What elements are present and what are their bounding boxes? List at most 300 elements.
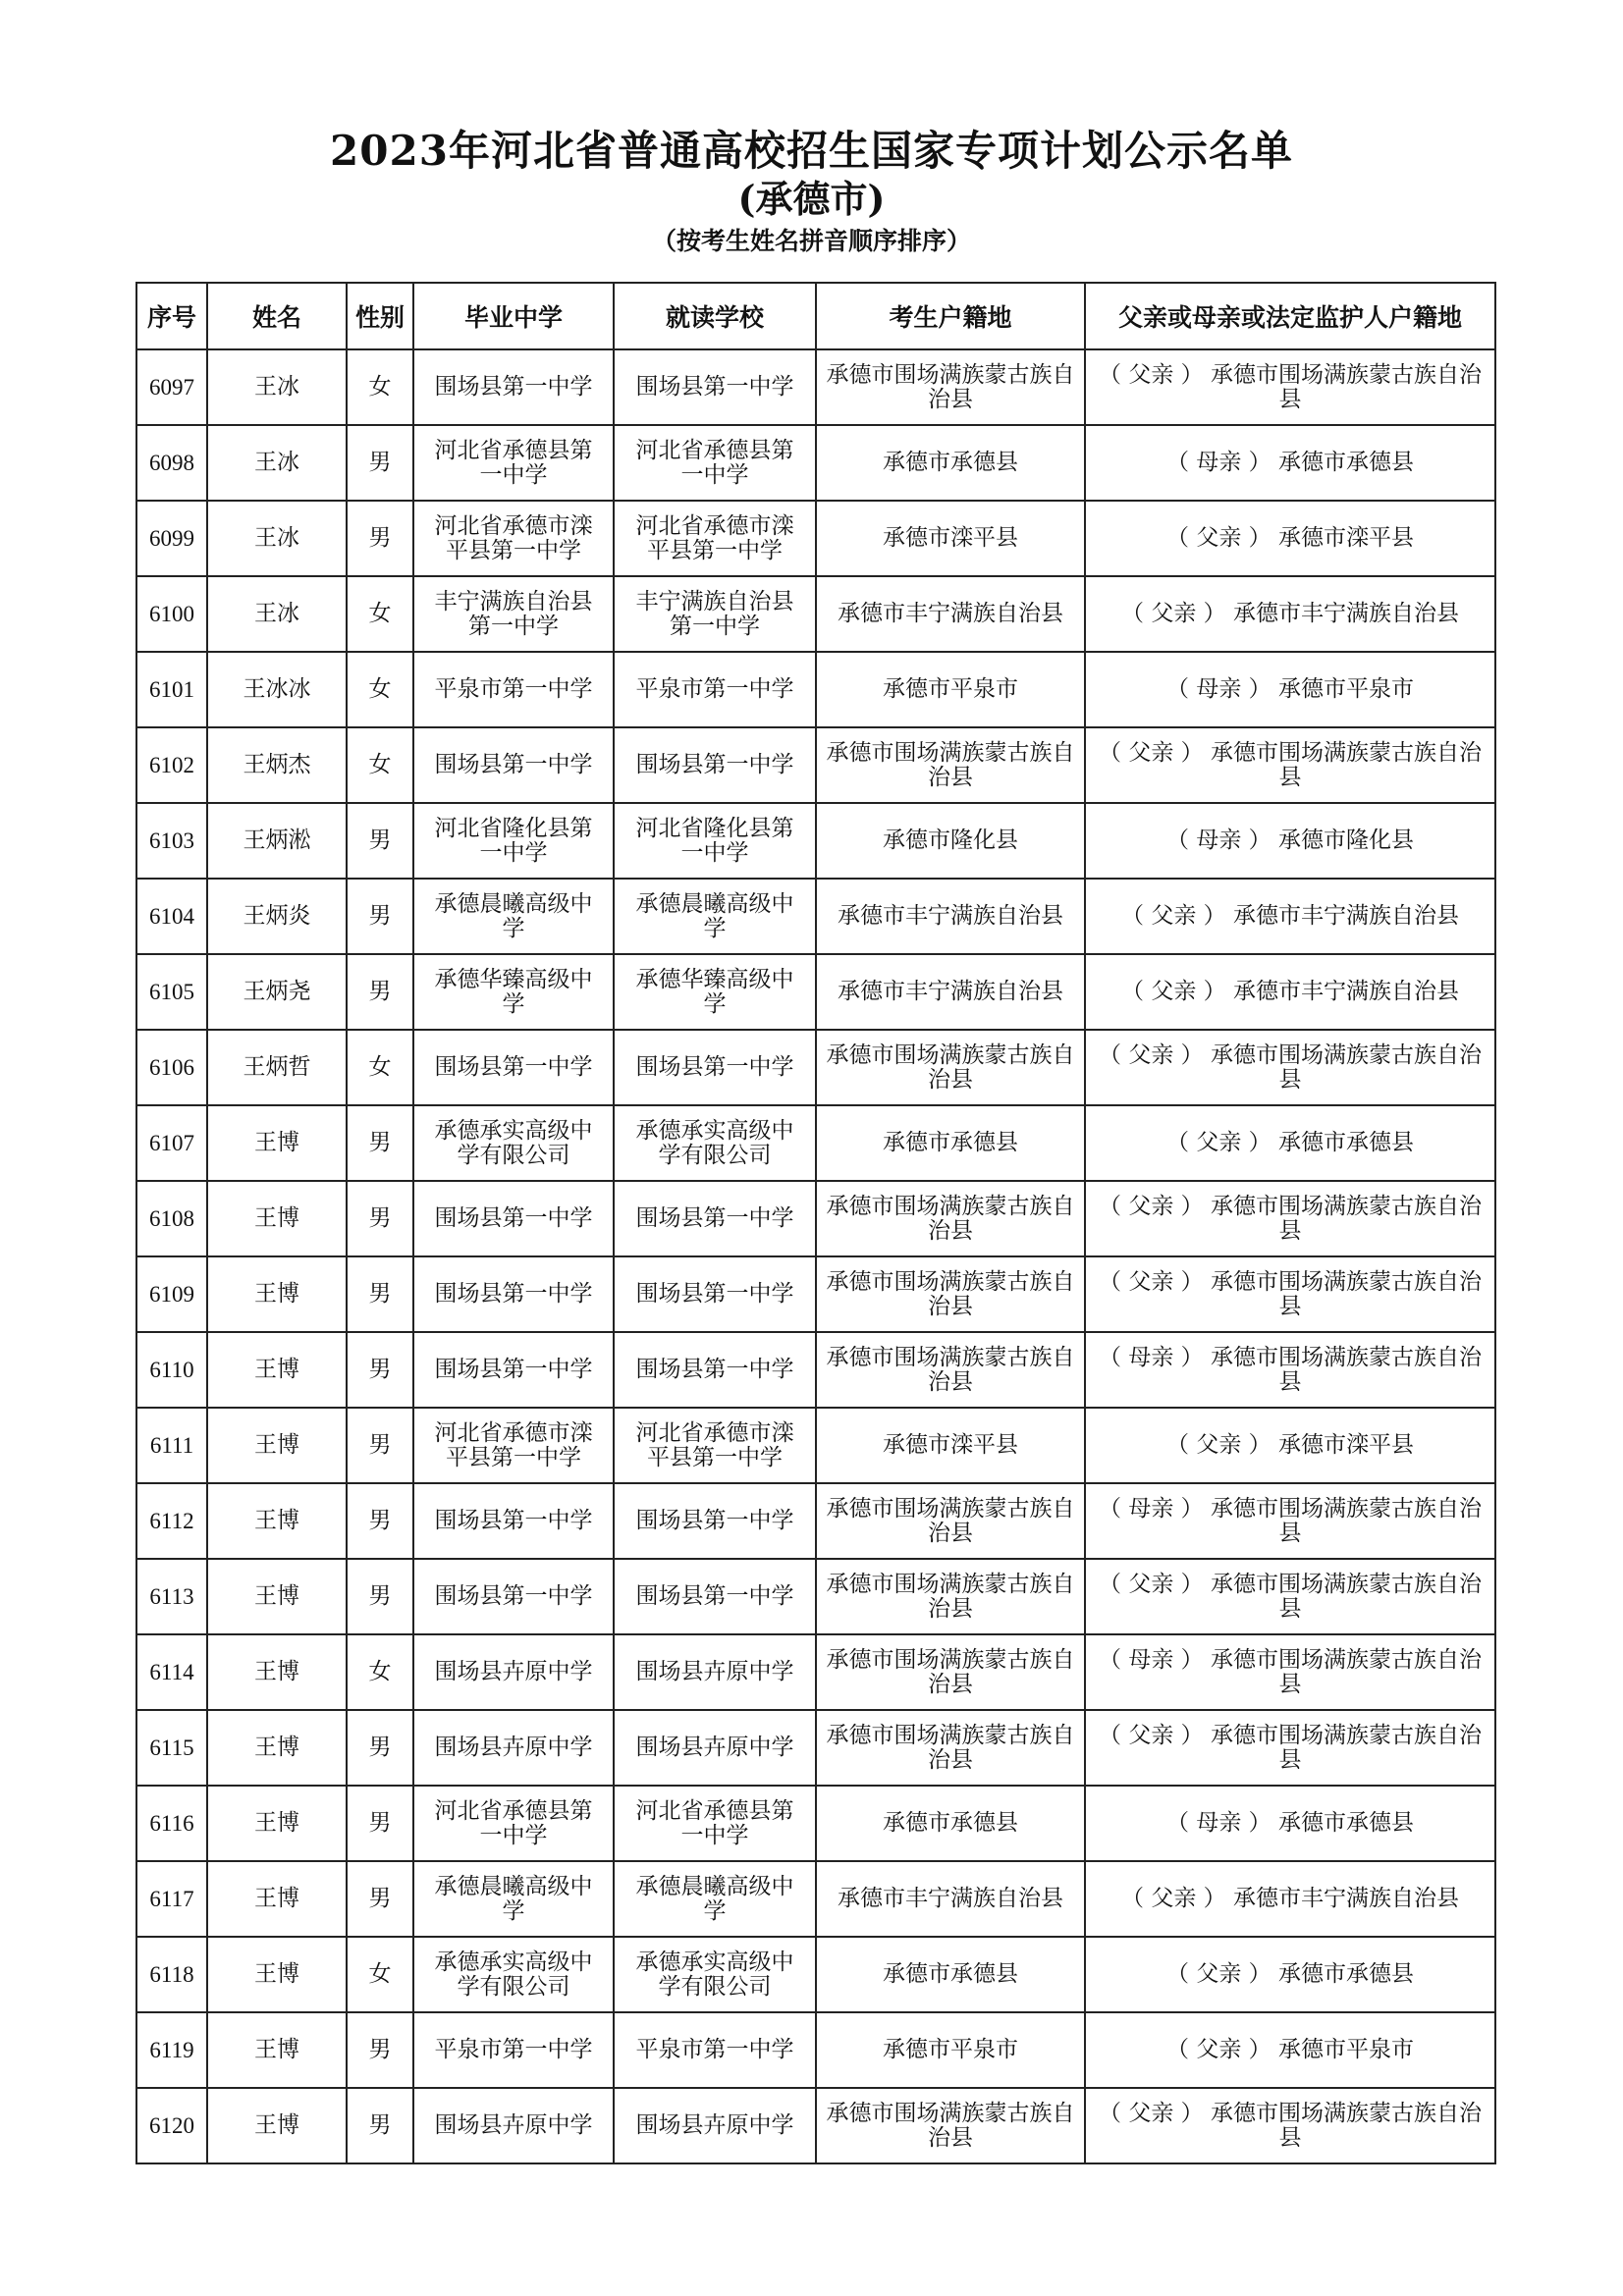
cell-graduation-school bbox=[413, 1483, 614, 1559]
cell-seq bbox=[136, 2012, 207, 2088]
cell-current-school-text: 平泉市第一中学 bbox=[635, 2037, 794, 2062]
cell-gender-text: 男 bbox=[368, 1810, 392, 1836]
table-row bbox=[136, 2012, 1495, 2088]
cell-name bbox=[207, 1332, 347, 1408]
cell-graduation-school-text: 围场县卉原中学 bbox=[434, 1659, 593, 1684]
cell-graduation-school bbox=[413, 1030, 614, 1105]
cell-guardian-residence bbox=[1085, 349, 1495, 425]
cell-graduation-school bbox=[413, 1937, 614, 2012]
cell-name-text: 王冰冰 bbox=[243, 676, 311, 702]
cell-gender bbox=[347, 954, 413, 1030]
cell-current-school bbox=[614, 1559, 816, 1634]
cell-gender-text: 男 bbox=[368, 1130, 392, 1155]
cell-name-text: 王博 bbox=[254, 1205, 299, 1231]
cell-graduation-school-text: 围场县第一中学 bbox=[434, 1281, 593, 1307]
cell-current-school bbox=[614, 1105, 816, 1181]
cell-gender bbox=[347, 1634, 413, 1710]
cell-graduation-school-text: 围场县第一中学 bbox=[434, 1205, 593, 1231]
cell-guardian-residence bbox=[1085, 2012, 1495, 2088]
cell-guardian-residence-text: （ 父亲 ） 承德市丰宁满族自治县 bbox=[1121, 903, 1459, 929]
cell-guardian-residence bbox=[1085, 727, 1495, 803]
cell-gender bbox=[347, 1408, 413, 1483]
cell-name-text: 王炳哲 bbox=[243, 1054, 311, 1080]
cell-student-residence bbox=[816, 1710, 1085, 1786]
cell-student-residence-text: 承德市承德县 bbox=[883, 1961, 1018, 1987]
cell-graduation-school-text: 围场县第一中学 bbox=[434, 374, 593, 400]
cell-graduation-school bbox=[413, 879, 614, 954]
cell-gender-text: 女 bbox=[368, 374, 392, 400]
cell-current-school bbox=[614, 1408, 816, 1483]
cell-gender bbox=[347, 1181, 413, 1256]
cell-guardian-residence-text: （ 父亲 ） 承德市围场满族蒙古族自治县 bbox=[1099, 1571, 1482, 1622]
cell-name bbox=[207, 1256, 347, 1332]
column-header-gender: 性别 bbox=[347, 283, 413, 349]
cell-seq-text: 6097 bbox=[149, 375, 194, 400]
cell-student-residence bbox=[816, 727, 1085, 803]
cell-name bbox=[207, 1559, 347, 1634]
cell-seq-text: 6099 bbox=[149, 526, 194, 551]
cell-graduation-school-text: 围场县卉原中学 bbox=[434, 2112, 593, 2138]
cell-seq bbox=[136, 1483, 207, 1559]
cell-gender bbox=[347, 1861, 413, 1937]
cell-current-school-text: 围场县第一中学 bbox=[635, 1054, 794, 1080]
cell-name bbox=[207, 501, 347, 576]
cell-seq-text: 6101 bbox=[149, 677, 194, 702]
cell-graduation-school bbox=[413, 2012, 614, 2088]
cell-graduation-school-text: 承德晨曦高级中学 bbox=[434, 1873, 593, 1924]
table-row bbox=[136, 727, 1495, 803]
cell-gender-text: 男 bbox=[368, 1508, 392, 1533]
cell-current-school bbox=[614, 1634, 816, 1710]
cell-student-residence-text: 承德市滦平县 bbox=[883, 525, 1018, 551]
cell-current-school bbox=[614, 727, 816, 803]
cell-name bbox=[207, 1030, 347, 1105]
cell-guardian-residence-text: （ 父亲 ） 承德市围场满族蒙古族自治县 bbox=[1099, 1193, 1482, 1244]
cell-current-school-text: 承德晨曦高级中学 bbox=[635, 890, 794, 941]
cell-name-text: 王炳炎 bbox=[243, 903, 311, 929]
cell-student-residence-text: 承德市隆化县 bbox=[883, 828, 1018, 853]
cell-current-school bbox=[614, 954, 816, 1030]
cell-guardian-residence bbox=[1085, 425, 1495, 501]
cell-guardian-residence bbox=[1085, 1105, 1495, 1181]
cell-student-residence-text: 承德市围场满族蒙古族自治县 bbox=[826, 1268, 1075, 1319]
cell-student-residence-text: 承德市丰宁满族自治县 bbox=[838, 903, 1063, 929]
cell-student-residence-text: 承德市围场满族蒙古族自治县 bbox=[826, 1646, 1075, 1697]
cell-current-school bbox=[614, 501, 816, 576]
cell-graduation-school-text: 围场县第一中学 bbox=[434, 752, 593, 777]
cell-current-school-text: 河北省承德市滦平县第一中学 bbox=[635, 512, 794, 563]
cell-seq-text: 6098 bbox=[149, 451, 194, 475]
cell-name bbox=[207, 2012, 347, 2088]
cell-seq bbox=[136, 652, 207, 727]
cell-seq bbox=[136, 1181, 207, 1256]
cell-seq bbox=[136, 501, 207, 576]
cell-name bbox=[207, 1710, 347, 1786]
cell-graduation-school bbox=[413, 1634, 614, 1710]
cell-student-residence-text: 承德市围场满族蒙古族自治县 bbox=[826, 2100, 1075, 2151]
cell-guardian-residence bbox=[1085, 1786, 1495, 1861]
cell-gender-text: 女 bbox=[368, 676, 392, 702]
cell-gender bbox=[347, 2012, 413, 2088]
cell-name-text: 王炳尧 bbox=[243, 979, 311, 1004]
cell-student-residence bbox=[816, 1181, 1085, 1256]
cell-graduation-school bbox=[413, 576, 614, 652]
cell-graduation-school-text: 丰宁满族自治县第一中学 bbox=[434, 588, 593, 639]
cell-name-text: 王博 bbox=[254, 2112, 299, 2138]
cell-current-school-text: 围场县卉原中学 bbox=[635, 2112, 794, 2138]
cell-seq bbox=[136, 1634, 207, 1710]
cell-current-school bbox=[614, 1786, 816, 1861]
cell-guardian-residence-text: （ 父亲 ） 承德市丰宁满族自治县 bbox=[1121, 979, 1459, 1004]
cell-name-text: 王博 bbox=[254, 1432, 299, 1458]
cell-gender-text: 女 bbox=[368, 1659, 392, 1684]
cell-current-school-text: 平泉市第一中学 bbox=[635, 676, 794, 702]
cell-seq-text: 6111 bbox=[149, 1433, 194, 1458]
cell-current-school bbox=[614, 1861, 816, 1937]
cell-guardian-residence-text: （ 父亲 ） 承德市围场满族蒙古族自治县 bbox=[1099, 361, 1482, 412]
cell-student-residence-text: 承德市平泉市 bbox=[883, 676, 1018, 702]
cell-guardian-residence-text: （ 父亲 ） 承德市平泉市 bbox=[1166, 2037, 1414, 2062]
cell-guardian-residence-text: （ 父亲 ） 承德市围场满族蒙古族自治县 bbox=[1099, 1268, 1482, 1319]
cell-student-residence bbox=[816, 1483, 1085, 1559]
cell-seq bbox=[136, 1786, 207, 1861]
column-header-seq: 序号 bbox=[136, 283, 207, 349]
cell-current-school-text: 承德晨曦高级中学 bbox=[635, 1873, 794, 1924]
cell-name bbox=[207, 1861, 347, 1937]
cell-seq-text: 6107 bbox=[149, 1131, 194, 1155]
cell-student-residence-text: 承德市丰宁满族自治县 bbox=[838, 1886, 1063, 1911]
cell-current-school-text: 丰宁满族自治县第一中学 bbox=[635, 588, 794, 639]
cell-name-text: 王博 bbox=[254, 1961, 299, 1987]
cell-student-residence bbox=[816, 652, 1085, 727]
cell-current-school-text: 围场县第一中学 bbox=[635, 1205, 794, 1231]
table-row bbox=[136, 501, 1495, 576]
cell-student-residence bbox=[816, 954, 1085, 1030]
cell-gender-text: 男 bbox=[368, 1886, 392, 1911]
cell-seq-text: 6114 bbox=[149, 1660, 194, 1684]
cell-graduation-school-text: 围场县第一中学 bbox=[434, 1583, 593, 1609]
cell-guardian-residence bbox=[1085, 879, 1495, 954]
cell-gender-text: 男 bbox=[368, 903, 392, 929]
cell-name-text: 王冰 bbox=[254, 601, 299, 626]
table-row bbox=[136, 1559, 1495, 1634]
cell-guardian-residence-text: （ 父亲 ） 承德市滦平县 bbox=[1166, 1432, 1414, 1458]
cell-current-school bbox=[614, 803, 816, 879]
cell-graduation-school-text: 承德承实高级中学有限公司 bbox=[434, 1117, 593, 1168]
cell-seq bbox=[136, 425, 207, 501]
cell-seq bbox=[136, 954, 207, 1030]
table-row bbox=[136, 1332, 1495, 1408]
cell-name-text: 王博 bbox=[254, 1281, 299, 1307]
cell-guardian-residence bbox=[1085, 652, 1495, 727]
document-title: 2023年河北省普通高校招生国家专项计划公示名单 bbox=[330, 127, 1293, 175]
cell-gender-text: 女 bbox=[368, 1054, 392, 1080]
cell-student-residence-text: 承德市滦平县 bbox=[883, 1432, 1018, 1458]
column-header-name: 姓名 bbox=[207, 283, 347, 349]
cell-student-residence bbox=[816, 1332, 1085, 1408]
table-row bbox=[136, 1030, 1495, 1105]
cell-gender bbox=[347, 1937, 413, 2012]
cell-guardian-residence-text: （ 父亲 ） 承德市承德县 bbox=[1166, 1130, 1414, 1155]
cell-name-text: 王博 bbox=[254, 2037, 299, 2062]
cell-current-school-text: 围场县第一中学 bbox=[635, 752, 794, 777]
cell-gender-text: 男 bbox=[368, 1735, 392, 1760]
cell-seq-text: 6115 bbox=[149, 1735, 194, 1760]
cell-guardian-residence-text: （ 父亲 ） 承德市围场满族蒙古族自治县 bbox=[1099, 2100, 1482, 2151]
cell-seq bbox=[136, 727, 207, 803]
cell-current-school-text: 围场县第一中学 bbox=[635, 374, 794, 400]
cell-gender bbox=[347, 349, 413, 425]
table-row bbox=[136, 2088, 1495, 2163]
cell-graduation-school bbox=[413, 1861, 614, 1937]
cell-name bbox=[207, 803, 347, 879]
cell-graduation-school-text: 河北省隆化县第一中学 bbox=[434, 815, 593, 866]
cell-guardian-residence bbox=[1085, 1634, 1495, 1710]
cell-guardian-residence bbox=[1085, 1030, 1495, 1105]
cell-guardian-residence-text: （ 母亲 ） 承德市承德县 bbox=[1166, 1810, 1414, 1836]
cell-current-school bbox=[614, 349, 816, 425]
cell-seq-text: 6105 bbox=[149, 980, 194, 1004]
cell-student-residence bbox=[816, 1256, 1085, 1332]
cell-gender bbox=[347, 1256, 413, 1332]
cell-graduation-school bbox=[413, 1786, 614, 1861]
cell-graduation-school bbox=[413, 1408, 614, 1483]
cell-name-text: 王博 bbox=[254, 1735, 299, 1760]
cell-graduation-school bbox=[413, 425, 614, 501]
cell-current-school-text: 河北省承德县第一中学 bbox=[635, 1797, 794, 1848]
document-subtitle: (承德市) bbox=[737, 177, 886, 221]
cell-gender-text: 男 bbox=[368, 1432, 392, 1458]
cell-student-residence-text: 承德市承德县 bbox=[883, 1810, 1018, 1836]
cell-student-residence-text: 承德市承德县 bbox=[883, 450, 1018, 475]
cell-seq bbox=[136, 879, 207, 954]
cell-seq bbox=[136, 576, 207, 652]
cell-name bbox=[207, 954, 347, 1030]
cell-name-text: 王博 bbox=[254, 1659, 299, 1684]
cell-guardian-residence-text: （ 父亲 ） 承德市围场满族蒙古族自治县 bbox=[1099, 1722, 1482, 1773]
cell-gender-text: 男 bbox=[368, 525, 392, 551]
cell-student-residence bbox=[816, 803, 1085, 879]
cell-guardian-residence-text: （ 父亲 ） 承德市丰宁满族自治县 bbox=[1121, 601, 1459, 626]
cell-gender bbox=[347, 425, 413, 501]
table-row bbox=[136, 1710, 1495, 1786]
cell-gender bbox=[347, 1030, 413, 1105]
cell-gender-text: 女 bbox=[368, 752, 392, 777]
cell-seq bbox=[136, 803, 207, 879]
cell-student-residence bbox=[816, 1105, 1085, 1181]
cell-gender bbox=[347, 1483, 413, 1559]
cell-graduation-school bbox=[413, 727, 614, 803]
cell-student-residence-text: 承德市丰宁满族自治县 bbox=[838, 979, 1063, 1004]
cell-name bbox=[207, 1105, 347, 1181]
table-row bbox=[136, 1634, 1495, 1710]
cell-guardian-residence bbox=[1085, 1559, 1495, 1634]
table-row bbox=[136, 1786, 1495, 1861]
cell-student-residence bbox=[816, 879, 1085, 954]
cell-student-residence-text: 承德市围场满族蒙古族自治县 bbox=[826, 1041, 1075, 1093]
cell-guardian-residence bbox=[1085, 1256, 1495, 1332]
cell-seq bbox=[136, 2088, 207, 2163]
cell-student-residence bbox=[816, 1559, 1085, 1634]
cell-student-residence bbox=[816, 2088, 1085, 2163]
cell-student-residence bbox=[816, 349, 1085, 425]
cell-gender bbox=[347, 652, 413, 727]
cell-gender-text: 女 bbox=[368, 601, 392, 626]
cell-current-school bbox=[614, 1181, 816, 1256]
cell-seq-text: 6120 bbox=[149, 2113, 194, 2138]
cell-graduation-school bbox=[413, 652, 614, 727]
table-row bbox=[136, 1937, 1495, 2012]
cell-name-text: 王冰 bbox=[254, 450, 299, 475]
cell-name bbox=[207, 576, 347, 652]
cell-gender-text: 男 bbox=[368, 2112, 392, 2138]
cell-guardian-residence bbox=[1085, 954, 1495, 1030]
cell-student-residence bbox=[816, 576, 1085, 652]
cell-graduation-school bbox=[413, 1181, 614, 1256]
document-header bbox=[0, 126, 1623, 259]
cell-gender-text: 男 bbox=[368, 1357, 392, 1382]
cell-guardian-residence-text: （ 母亲 ） 承德市隆化县 bbox=[1166, 828, 1414, 853]
cell-graduation-school bbox=[413, 2088, 614, 2163]
cell-guardian-residence bbox=[1085, 1181, 1495, 1256]
table-body bbox=[136, 349, 1495, 2163]
cell-current-school-text: 承德承实高级中学有限公司 bbox=[635, 1117, 794, 1168]
cell-current-school-text: 河北省承德县第一中学 bbox=[635, 437, 794, 488]
cell-name bbox=[207, 1634, 347, 1710]
cell-gender bbox=[347, 727, 413, 803]
cell-graduation-school bbox=[413, 349, 614, 425]
cell-seq-text: 6112 bbox=[149, 1509, 194, 1533]
cell-graduation-school-text: 河北省承德市滦平县第一中学 bbox=[434, 512, 593, 563]
cell-current-school bbox=[614, 2088, 816, 2163]
cell-graduation-school bbox=[413, 1105, 614, 1181]
cell-student-residence bbox=[816, 1861, 1085, 1937]
table-row bbox=[136, 1483, 1495, 1559]
cell-student-residence bbox=[816, 501, 1085, 576]
cell-current-school bbox=[614, 652, 816, 727]
cell-name bbox=[207, 1786, 347, 1861]
cell-current-school-text: 河北省隆化县第一中学 bbox=[635, 815, 794, 866]
cell-student-residence-text: 承德市围场满族蒙古族自治县 bbox=[826, 1344, 1075, 1395]
cell-graduation-school-text: 承德晨曦高级中学 bbox=[434, 890, 593, 941]
cell-seq-text: 6103 bbox=[149, 828, 194, 853]
column-header-guardian-residence: 父亲或母亲或法定监护人户籍地 bbox=[1085, 283, 1495, 349]
cell-graduation-school-text: 围场县第一中学 bbox=[434, 1508, 593, 1533]
cell-seq-text: 6118 bbox=[149, 1962, 194, 1987]
cell-graduation-school bbox=[413, 803, 614, 879]
cell-name-text: 王博 bbox=[254, 1357, 299, 1382]
cell-current-school bbox=[614, 1483, 816, 1559]
table-row bbox=[136, 879, 1495, 954]
cell-graduation-school-text: 平泉市第一中学 bbox=[434, 2037, 593, 2062]
cell-gender bbox=[347, 1710, 413, 1786]
cell-name bbox=[207, 1483, 347, 1559]
cell-gender-text: 男 bbox=[368, 1281, 392, 1307]
cell-gender-text: 男 bbox=[368, 828, 392, 853]
cell-student-residence bbox=[816, 1937, 1085, 2012]
sort-note: （按考生姓名拼音顺序排序） bbox=[651, 227, 971, 255]
cell-name bbox=[207, 425, 347, 501]
cell-student-residence bbox=[816, 1408, 1085, 1483]
cell-student-residence-text: 承德市围场满族蒙古族自治县 bbox=[826, 1495, 1075, 1546]
cell-graduation-school-text: 围场县第一中学 bbox=[434, 1054, 593, 1080]
cell-seq bbox=[136, 1710, 207, 1786]
table-header-row bbox=[136, 283, 1495, 349]
cell-graduation-school-text: 平泉市第一中学 bbox=[434, 676, 593, 702]
table-row bbox=[136, 1181, 1495, 1256]
table-row bbox=[136, 576, 1495, 652]
cell-current-school bbox=[614, 1030, 816, 1105]
cell-guardian-residence bbox=[1085, 1937, 1495, 2012]
cell-graduation-school-text: 围场县卉原中学 bbox=[434, 1735, 593, 1760]
cell-name bbox=[207, 1408, 347, 1483]
cell-seq-text: 6102 bbox=[149, 753, 194, 777]
table-row bbox=[136, 954, 1495, 1030]
cell-seq-text: 6100 bbox=[149, 602, 194, 626]
cell-student-residence-text: 承德市围场满族蒙古族自治县 bbox=[826, 1722, 1075, 1773]
cell-guardian-residence bbox=[1085, 501, 1495, 576]
cell-guardian-residence bbox=[1085, 1332, 1495, 1408]
column-header-current-school: 就读学校 bbox=[614, 283, 816, 349]
cell-name bbox=[207, 349, 347, 425]
cell-graduation-school bbox=[413, 501, 614, 576]
cell-current-school bbox=[614, 2012, 816, 2088]
cell-graduation-school bbox=[413, 1710, 614, 1786]
cell-gender bbox=[347, 2088, 413, 2163]
cell-current-school bbox=[614, 1332, 816, 1408]
cell-current-school-text: 围场县第一中学 bbox=[635, 1281, 794, 1307]
cell-seq bbox=[136, 1408, 207, 1483]
cell-current-school bbox=[614, 425, 816, 501]
cell-student-residence bbox=[816, 1030, 1085, 1105]
cell-seq-text: 6113 bbox=[149, 1584, 194, 1609]
cell-gender bbox=[347, 576, 413, 652]
cell-name bbox=[207, 727, 347, 803]
cell-gender-text: 男 bbox=[368, 2037, 392, 2062]
table-row bbox=[136, 349, 1495, 425]
cell-name bbox=[207, 1937, 347, 2012]
cell-guardian-residence bbox=[1085, 1861, 1495, 1937]
cell-graduation-school-text: 承德华臻高级中学 bbox=[434, 966, 593, 1017]
cell-seq bbox=[136, 1256, 207, 1332]
cell-student-residence-text: 承德市围场满族蒙古族自治县 bbox=[826, 739, 1075, 790]
cell-graduation-school-text: 河北省承德县第一中学 bbox=[434, 1797, 593, 1848]
table-row bbox=[136, 425, 1495, 501]
cell-guardian-residence bbox=[1085, 2088, 1495, 2163]
cell-name bbox=[207, 879, 347, 954]
cell-graduation-school-text: 河北省承德县第一中学 bbox=[434, 437, 593, 488]
cell-seq-text: 6106 bbox=[149, 1055, 194, 1080]
cell-current-school-text: 围场县第一中学 bbox=[635, 1583, 794, 1609]
cell-current-school-text: 河北省承德市滦平县第一中学 bbox=[635, 1419, 794, 1470]
student-roster-table bbox=[135, 282, 1496, 2164]
cell-student-residence-text: 承德市承德县 bbox=[883, 1130, 1018, 1155]
cell-graduation-school-text: 围场县第一中学 bbox=[434, 1357, 593, 1382]
cell-guardian-residence-text: （ 母亲 ） 承德市围场满族蒙古族自治县 bbox=[1099, 1495, 1482, 1546]
cell-name-text: 王博 bbox=[254, 1583, 299, 1609]
cell-name bbox=[207, 1181, 347, 1256]
cell-seq-text: 6109 bbox=[149, 1282, 194, 1307]
cell-guardian-residence-text: （ 父亲 ） 承德市围场满族蒙古族自治县 bbox=[1099, 739, 1482, 790]
cell-gender bbox=[347, 803, 413, 879]
cell-name-text: 王博 bbox=[254, 1130, 299, 1155]
cell-seq-text: 6119 bbox=[149, 2038, 194, 2062]
cell-current-school bbox=[614, 1710, 816, 1786]
cell-guardian-residence-text: （ 父亲 ） 承德市承德县 bbox=[1166, 1961, 1414, 1987]
cell-student-residence bbox=[816, 425, 1085, 501]
table-row bbox=[136, 1408, 1495, 1483]
cell-gender bbox=[347, 1786, 413, 1861]
